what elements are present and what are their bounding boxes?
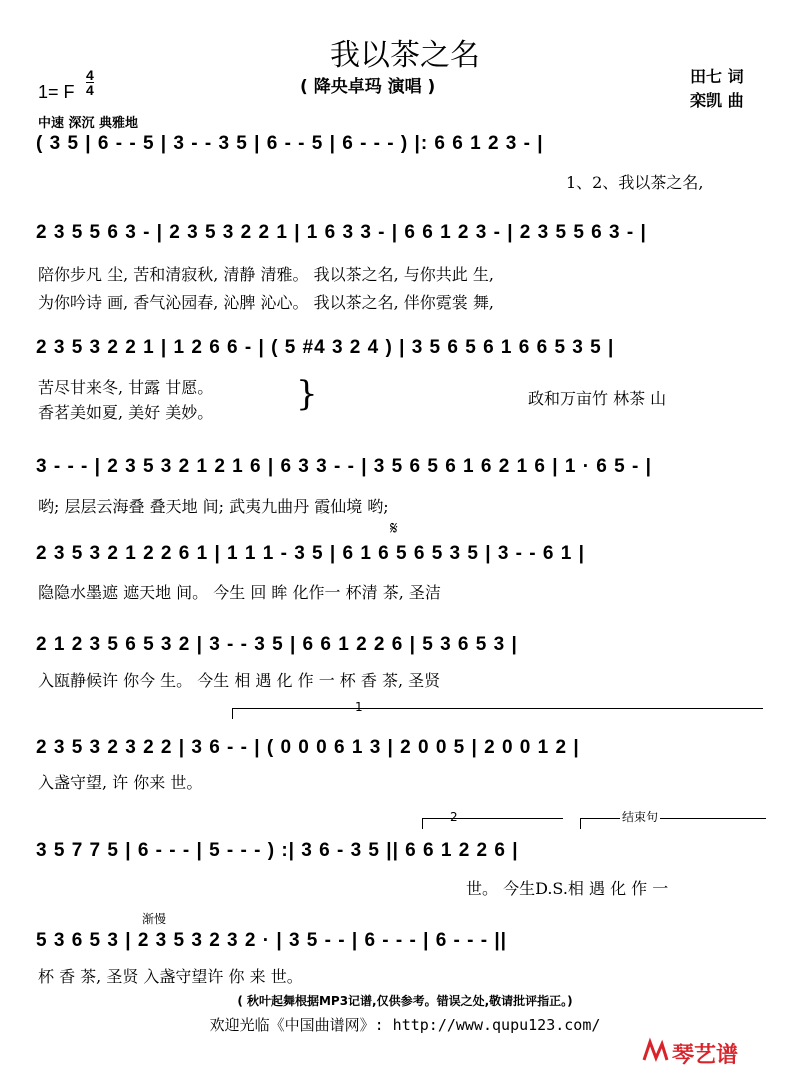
ending-label: 结束句 — [622, 810, 659, 824]
volta-bracket-1 — [232, 708, 763, 719]
site-credit: 欢迎光临《中国曲谱网》: http://www.qupu123.com/ — [209, 1016, 601, 1034]
notation-row-3: 2 3 5 3 2 2 1 | 1 2 6 6 - | ( 5 #4 3 2 4 ) | 3 5 6 5 6 1 6 6 5 3 5 | — [36, 337, 615, 358]
lyric-row-8: 世。 今生D.S.相 遇 化 作 一 — [466, 879, 669, 898]
time-signature — [86, 68, 94, 97]
lyric-row-7: 入盏守望, 许 你来 世。 — [38, 773, 203, 792]
song-title: 我以茶之名 — [330, 38, 480, 73]
notation-row-2: 2 3 5 5 6 3 - | 2 3 5 3 2 2 1 | 1 6 3 3 - | 6 6 1 2 3 - | 2 3 5 5 6 3 - | — [36, 222, 647, 243]
ritardando-mark: 渐慢 — [142, 912, 167, 926]
qinyipu-logo: 琴艺谱 — [672, 1043, 739, 1068]
notation-row-5: 2 3 5 3 2 1 2 2 6 1 | 1 1 1 - 3 5 | 6 1 6 5 6 5 3 5 | 3 - - 6 1 | — [36, 543, 585, 564]
lyric-row-2-verse-2: 为你吟诗 画, 香气沁园春, 沁脾 沁心。 我以茶之名, 伴你霓裳 舞, — [38, 293, 494, 312]
tempo-marking: 中速 深沉 典雅地 — [38, 116, 139, 131]
lyricist-credit: 田七 词 — [690, 67, 744, 86]
notation-row-4: 3 - - - | 2 3 5 3 2 1 2 1 6 | 6 3 3 - - | 3 5 6 5 6 1 6 2 1 6 | 1 · 6 5 - | — [36, 456, 652, 477]
ending-bracket — [580, 818, 766, 829]
lyric-row-1: 1、2、我以茶之名, — [566, 173, 704, 192]
notation-row-1: ( 3 5 | 6 - - 5 | 3 - - 3 5 | 6 - - 5 | 6 - - - ) |: 6 6 1 2 3 - | — [36, 133, 544, 154]
verse-brace: } — [296, 374, 318, 414]
segno-mark: 𝄋 — [390, 518, 398, 539]
volta-1-label: 1 — [355, 700, 363, 714]
composer-credit: 栾凯 曲 — [690, 91, 744, 110]
lyric-row-6: 入瓯静候许 你今 生。 今生 相 遇 化 作 一 杯 香 茶, 圣贤 — [38, 671, 441, 690]
time-signature-top: 4 — [86, 67, 94, 83]
lyric-row-2-verse-1: 陪你步凡 尘, 苦和清寂秋, 清静 清雅。 我以茶之名, 与你共此 生, — [38, 265, 494, 284]
notation-row-8: 3 5 7 7 5 | 6 - - - | 5 - - - ) :| 3 6 - 3 5 || 6 6 1 2 2 6 | — [36, 840, 519, 861]
time-signature-bottom: 4 — [86, 82, 94, 98]
key-signature: 1= F — [38, 82, 75, 102]
notation-row-9: 5 3 6 5 3 | 2 3 5 3 2 3 2 · | 3 5 - - | 6 - - - | 6 - - - || — [36, 930, 507, 951]
lyric-row-3-verse-2: 香茗美如夏, 美好 美妙。 — [38, 403, 214, 422]
performer-subtitle: ( 降央卓玛 演唱 ) — [300, 77, 436, 97]
qinyipu-logo-icon — [640, 1036, 670, 1066]
volta-2-label: 2 — [450, 810, 458, 824]
volta-bracket-2 — [422, 818, 563, 829]
notation-row-7: 2 3 5 3 2 3 2 2 | 3 6 - - | ( 0 0 0 6 1 3 | 2 0 0 5 | 2 0 0 1 2 | — [36, 737, 580, 758]
lyric-row-4: 哟; 层层云海叠 叠天地 间; 武夷九曲丹 霞仙境 哟; — [38, 497, 389, 516]
transcription-note: ( 秋叶起舞根据MP3记谱,仅供参考。错误之处,敬请批评指正。) — [237, 994, 573, 1008]
lyric-row-3-verse-1: 苦尽甘来冬, 甘露 甘愿。 — [38, 378, 214, 397]
lyric-row-5: 隐隐水墨遮 遮天地 间。 今生 回 眸 化作一 杯清 茶, 圣洁 — [38, 583, 441, 602]
notation-row-6: 2 1 2 3 5 6 5 3 2 | 3 - - 3 5 | 6 6 1 2 2 6 | 5 3 6 5 3 | — [36, 634, 518, 655]
lyric-row-3-side: 政和万亩竹 林茶 山 — [528, 389, 667, 408]
lyric-row-9: 杯 香 茶, 圣贤 入盏守望许 你 来 世。 — [38, 967, 303, 986]
